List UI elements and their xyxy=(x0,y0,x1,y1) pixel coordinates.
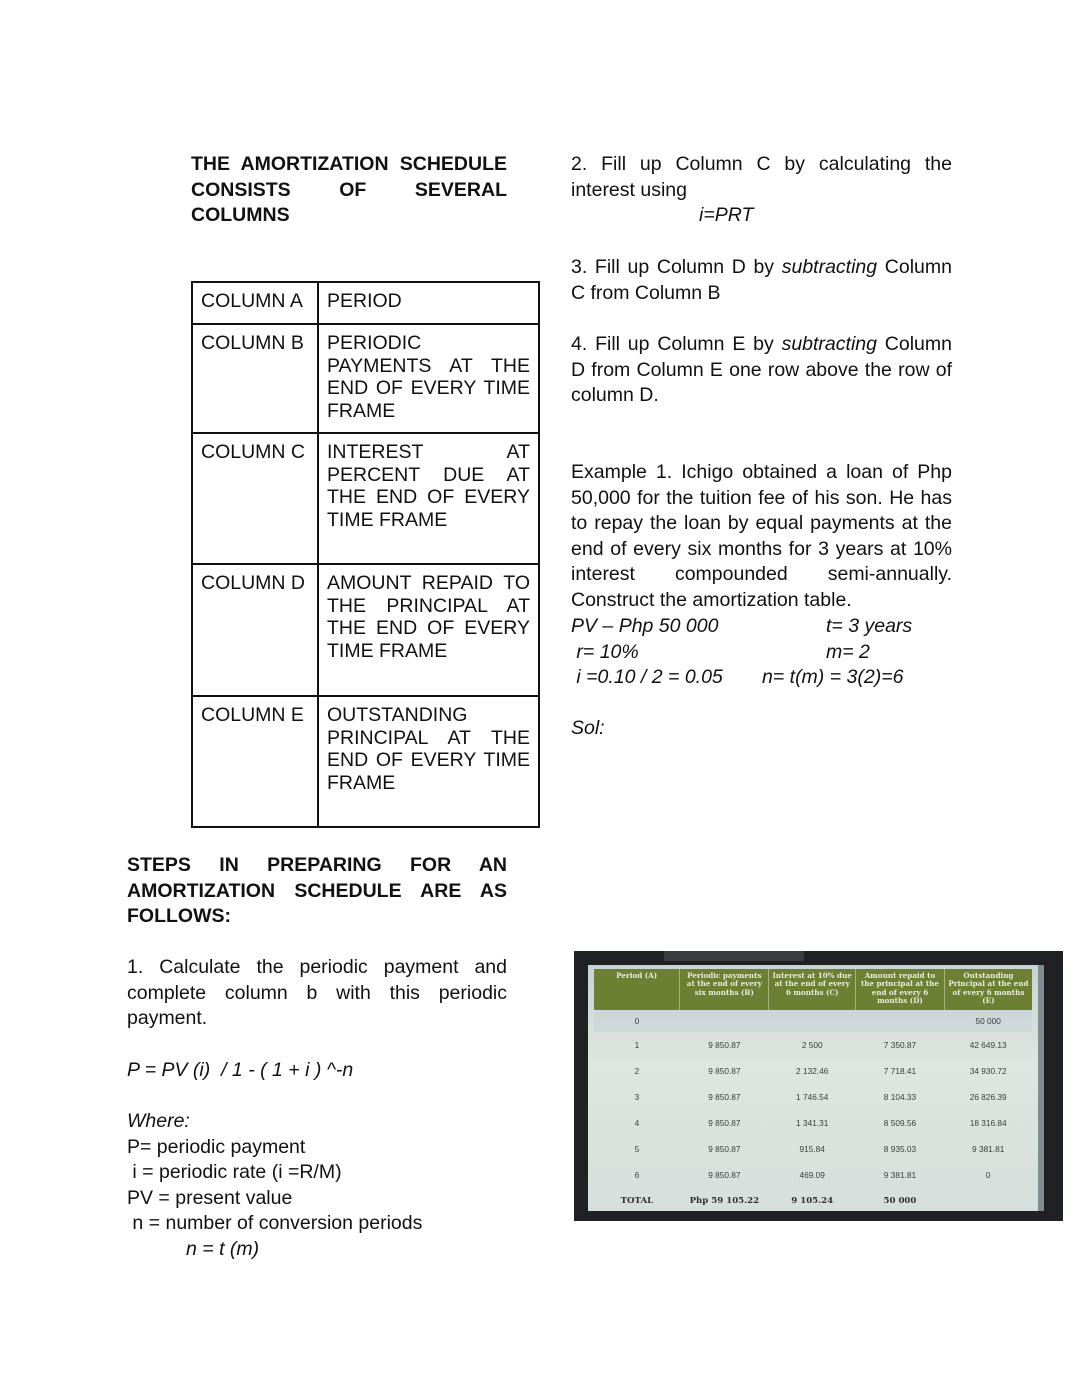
cell: 2 500 xyxy=(801,1039,823,1050)
table-row xyxy=(594,1084,1032,1110)
photo-glare xyxy=(664,951,804,961)
step-3-after: Column C from Column B xyxy=(571,256,952,304)
column-key: COLUMN D xyxy=(192,564,318,696)
interest-formula: i=PRT xyxy=(699,204,754,227)
legend-line: n = number of conversion periods xyxy=(127,1212,423,1235)
steps-heading: STEPS IN PREPARING FOR AN AMORTIZATION SCHEDULE ARE AS FOLLOWS: xyxy=(127,854,507,928)
cell xyxy=(680,1010,769,1032)
step-3-before: 3. Fill up Column D by xyxy=(571,256,782,278)
cell xyxy=(856,1010,945,1032)
table-row xyxy=(192,696,539,827)
formula-legend xyxy=(127,1109,547,1263)
given-row xyxy=(571,640,971,666)
table-row xyxy=(192,282,539,324)
step-2-text: 2. Fill up Column C by calculating the interest using xyxy=(571,153,952,201)
n-formula: n = t (m) xyxy=(186,1237,260,1260)
given-values xyxy=(571,614,971,691)
table-row xyxy=(594,1058,1032,1084)
table-row xyxy=(594,1032,1032,1058)
cell: TOTAL xyxy=(620,1195,654,1206)
header-cell: Interest at 10% due at the end of every 6 months (C) xyxy=(769,969,856,1010)
table-row xyxy=(594,1110,1032,1136)
header-row xyxy=(594,969,1032,1010)
column-key: COLUMN B xyxy=(192,324,318,433)
step-4-text xyxy=(571,332,952,409)
cell: 42 649.13 xyxy=(969,1039,1007,1050)
table-row xyxy=(192,433,539,564)
cell: 0 xyxy=(985,1169,991,1180)
cell: 4 xyxy=(634,1117,640,1128)
cell: 2 132.46 xyxy=(796,1065,829,1076)
solution-label: Sol: xyxy=(571,717,605,739)
given-left: r= 10% xyxy=(571,640,639,663)
given-left: i =0.10 / 2 = 0.05 xyxy=(571,666,723,689)
cell: 9 850.87 xyxy=(708,1143,741,1154)
section-title: THE AMORTIZATION SCHEDULE CONSISTS OF SEVERAL COLUMNS xyxy=(191,153,507,227)
cell: 9 850.87 xyxy=(708,1091,741,1102)
column-description: PERIODIC PAYMENTS AT THE END OF EVERY TIME FRAME xyxy=(318,324,539,433)
cell: 26 826.39 xyxy=(969,1091,1007,1102)
cell: 9 850.87 xyxy=(708,1169,741,1180)
column-description: INTEREST AT PERCENT DUE AT THE END OF EVERY TIME FRAME xyxy=(318,433,539,564)
column-description: OUTSTANDING PRINCIPAL AT THE END OF EVERY TIME FRAME xyxy=(318,696,539,827)
cell: 50 000 xyxy=(883,1195,917,1206)
step-1-text: 1. Calculate the periodic payment and complete column b with this periodic payment. xyxy=(127,956,507,1030)
given-right: t= 3 years xyxy=(826,615,913,637)
step-3-emphasis: subtracting xyxy=(781,256,878,278)
cell: 7 718.41 xyxy=(883,1065,917,1076)
table-row xyxy=(192,324,539,433)
cell: 50 000 xyxy=(944,1010,1032,1032)
column-key: COLUMN E xyxy=(192,696,318,827)
step-4-before: 4. Fill up Column E by xyxy=(571,333,782,355)
cell: 9 381.81 xyxy=(972,1143,1005,1154)
cell: 1 341.31 xyxy=(796,1117,829,1128)
cell: 7 350.87 xyxy=(883,1039,917,1050)
given-row xyxy=(571,614,971,640)
header-cell: Amount repaid to the principal at the end of every 6 months (D) xyxy=(856,969,945,1010)
step-3-text xyxy=(571,255,952,306)
given-left: PV – Php 50 000 xyxy=(571,615,719,637)
column-key: COLUMN C xyxy=(192,433,318,564)
cell: 2 xyxy=(634,1065,640,1076)
cell: Php 59 105.22 xyxy=(689,1195,760,1206)
cell: 8 935.03 xyxy=(883,1143,917,1154)
columns-definition-table xyxy=(191,281,540,828)
given-right: m= 2 xyxy=(826,640,870,663)
amortization-table xyxy=(594,969,1032,1214)
header-cell: Period (A) xyxy=(594,969,680,1010)
cell: 469.09 xyxy=(799,1169,825,1180)
legend-line: i = periodic rate (i =R/M) xyxy=(127,1161,342,1184)
example-problem: Example 1. Ichigo obtained a loan of Php 50,000 for the tuition fee of his son. He has to repay the loan by equal payments at the end of every six months for 3 years at 10% interest compounded semi-annually. Construct the amortization table. xyxy=(571,461,952,611)
cell: 9 850.87 xyxy=(708,1039,741,1050)
payment-formula: P = PV (i) / 1 - ( 1 + i ) ^-n xyxy=(127,1059,354,1081)
given-right: n= t(m) = 3(2)=6 xyxy=(762,666,904,689)
total-row xyxy=(594,1188,1032,1214)
cell: 18 316.84 xyxy=(969,1117,1007,1128)
legend-line: P= periodic payment xyxy=(127,1135,306,1158)
column-key: COLUMN A xyxy=(192,282,318,324)
step-4-after: Column D from Column E one row above the row of column D. xyxy=(571,333,952,407)
cell: 0 xyxy=(594,1010,680,1032)
where-label: Where: xyxy=(127,1110,190,1132)
cell: 915.84 xyxy=(799,1143,825,1154)
table-row xyxy=(192,564,539,696)
column-description: PERIOD xyxy=(318,282,539,324)
cell: 9 850.87 xyxy=(708,1065,741,1076)
table-row xyxy=(594,1162,1032,1188)
cell: 34 930.72 xyxy=(969,1065,1007,1076)
amortization-table-photo xyxy=(574,951,1063,1221)
header-cell: Outstanding Principal at the end of every 6 months (E) xyxy=(944,969,1032,1010)
cell: 8 104.33 xyxy=(883,1091,917,1102)
cell: 9 105.24 xyxy=(791,1195,834,1206)
cell xyxy=(769,1010,856,1032)
cell: 9 381.81 xyxy=(883,1169,917,1180)
given-row xyxy=(571,665,971,691)
cell: 6 xyxy=(634,1169,640,1180)
cell xyxy=(944,1188,1032,1214)
table-row xyxy=(594,1136,1032,1162)
screen-area xyxy=(588,965,1044,1211)
legend-line: PV = present value xyxy=(127,1186,293,1209)
step-2 xyxy=(571,152,952,229)
column-description: AMOUNT REPAID TO THE PRINCIPAL AT THE END OF EVERY TIME FRAME xyxy=(318,564,539,696)
cell: 8 509.56 xyxy=(883,1117,917,1128)
step-4-emphasis: subtracting xyxy=(781,333,877,355)
cell: 1 746.54 xyxy=(796,1091,829,1102)
cell: 9 850.87 xyxy=(708,1117,741,1128)
cell: 3 xyxy=(634,1091,640,1102)
cell: 1 xyxy=(634,1039,640,1050)
header-cell: Periodic payments at the end of every six months (B) xyxy=(680,969,769,1010)
cell: 5 xyxy=(634,1143,640,1154)
table-row xyxy=(594,1010,1032,1032)
